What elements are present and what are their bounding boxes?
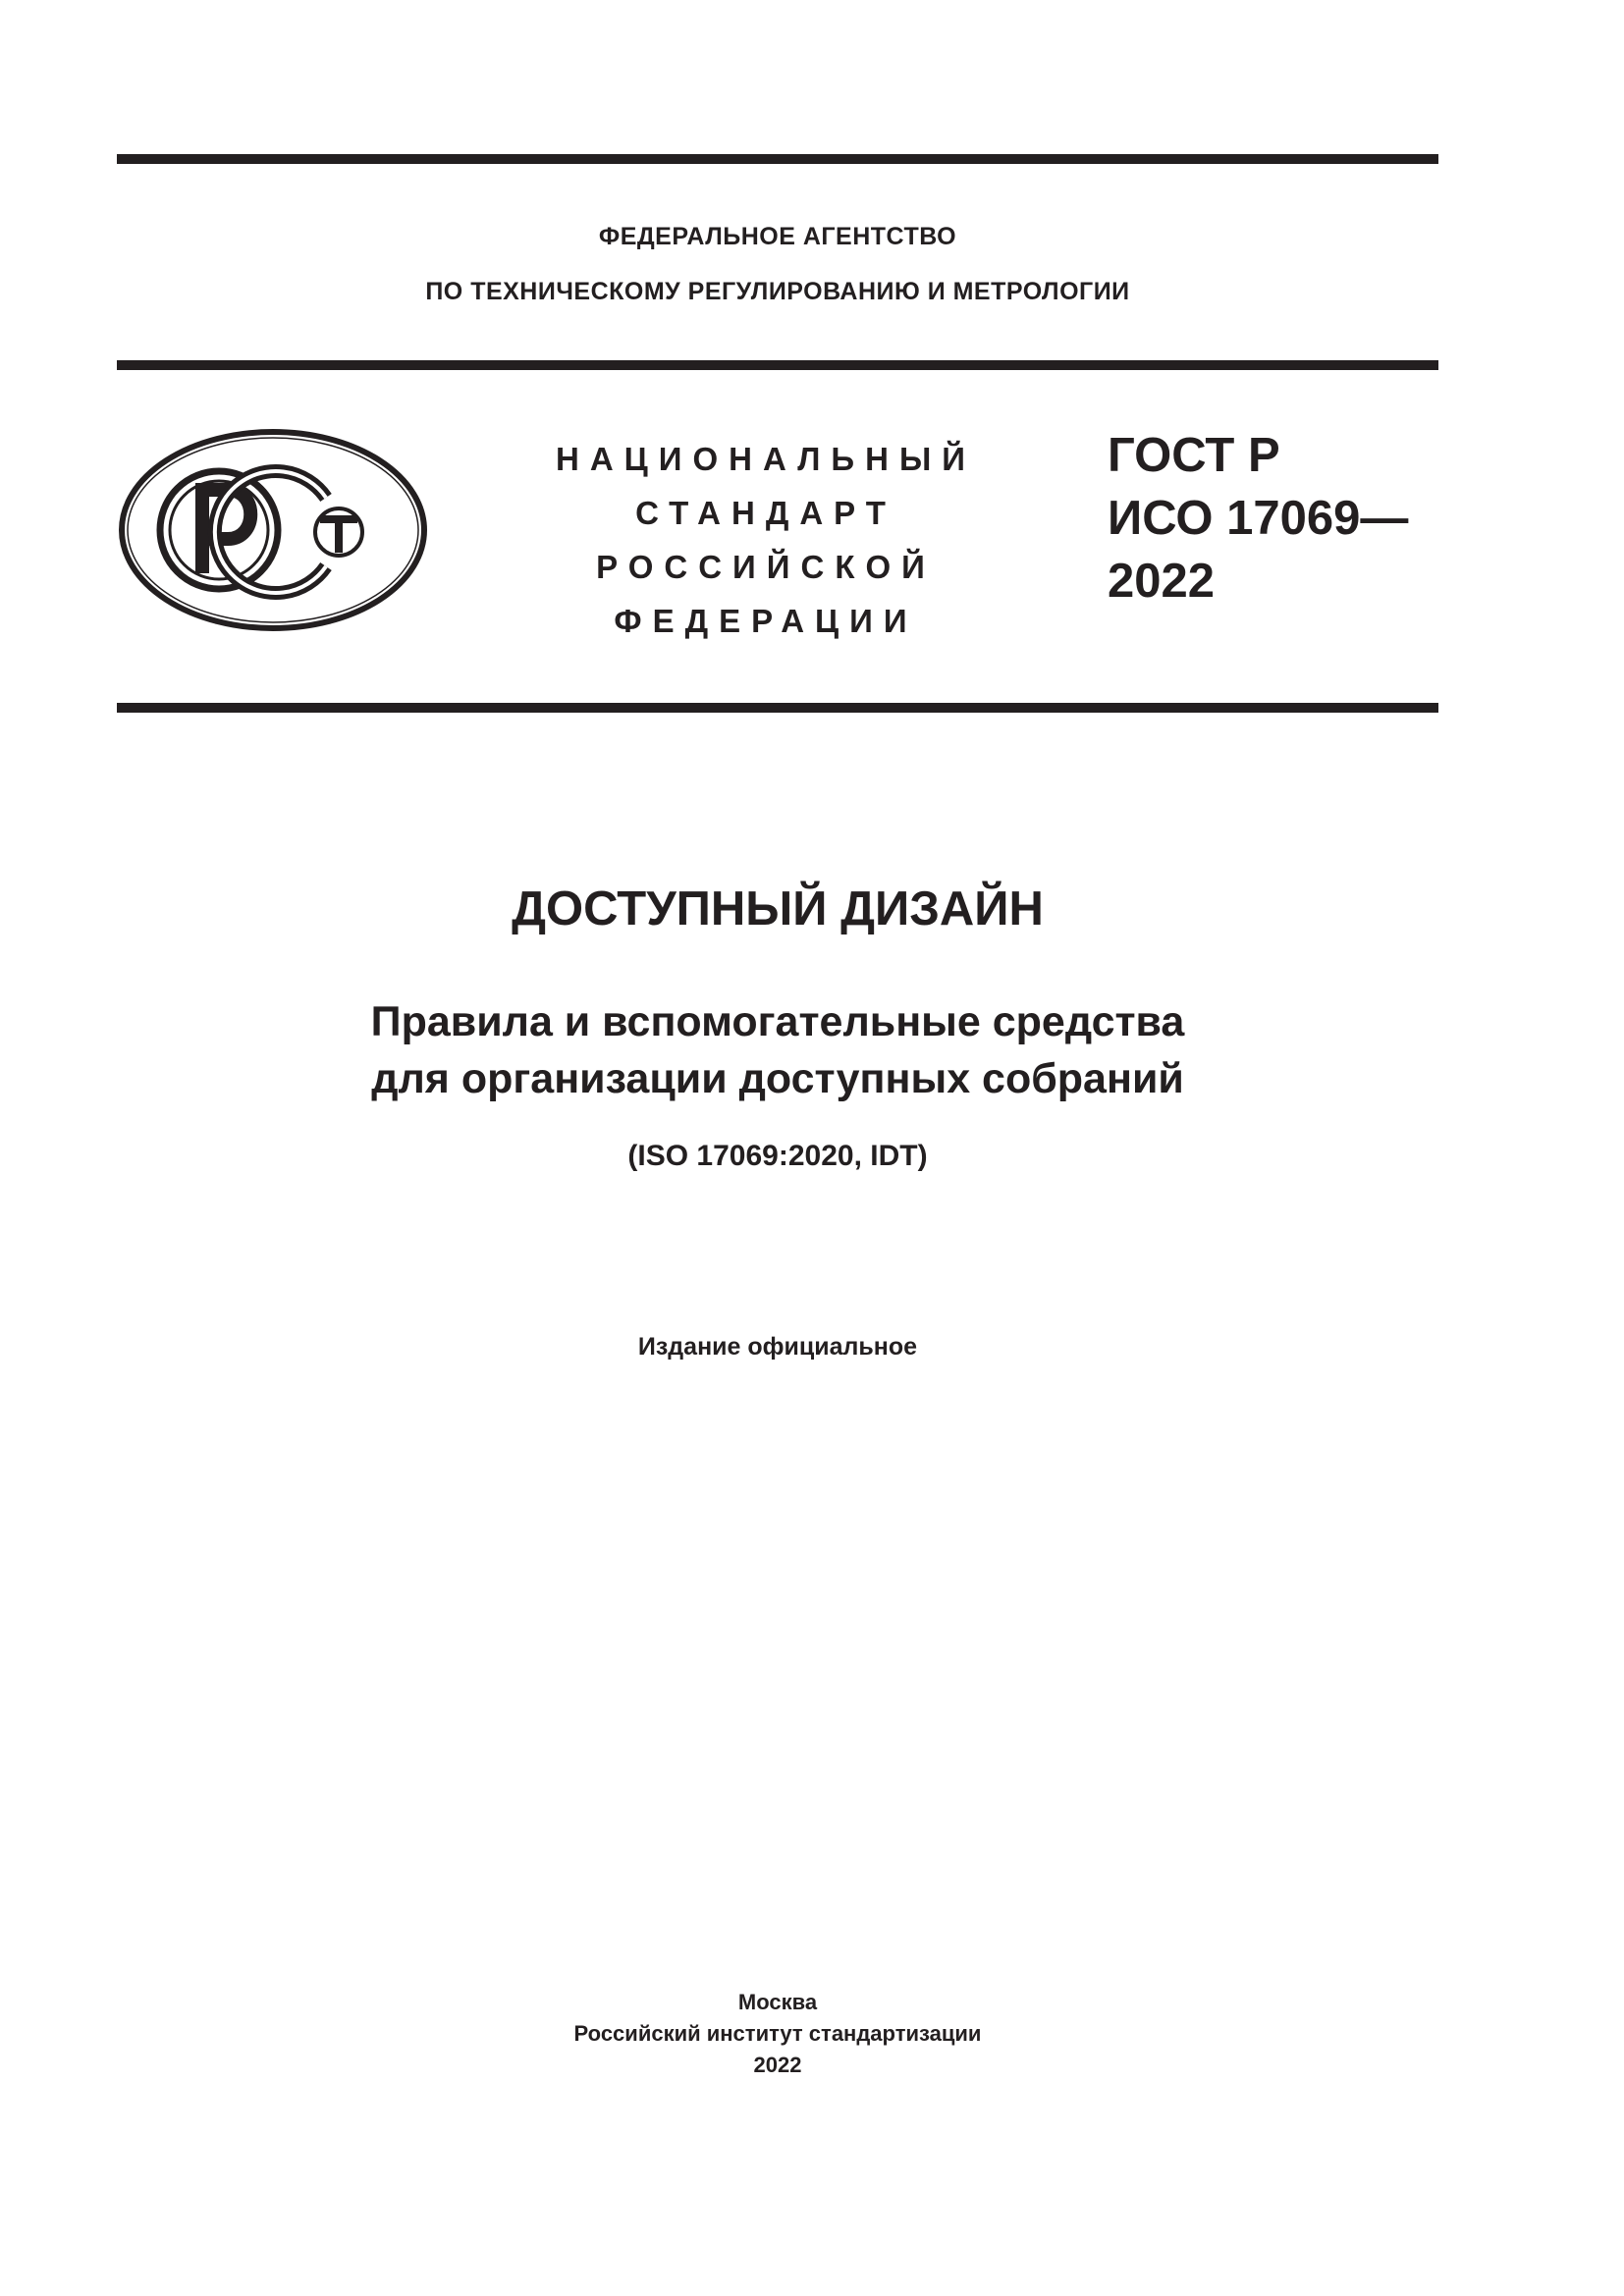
imprint-city: Москва — [737, 1990, 818, 2014]
subtitle-line2: для организации доступных собраний — [371, 1055, 1184, 1102]
standard-designation — [1108, 424, 1408, 613]
national-standard-label — [550, 432, 982, 648]
top-rule — [117, 154, 1438, 164]
national-standard-line4: ФЕДЕРАЦИИ — [614, 603, 918, 639]
agency-name-line1: ФЕДЕРАЛЬНОЕ АГЕНТСТВО — [598, 223, 957, 250]
imprint-publisher: Российский институт стандартизации — [573, 2021, 982, 2046]
national-standard-line3: РОССИЙСКОЙ — [596, 549, 936, 585]
national-standard-line1: НАЦИОНАЛЬНЫЙ — [556, 441, 976, 477]
masthead-bottom-rule — [117, 703, 1438, 713]
imprint — [0, 1987, 1555, 2081]
rst-certification-mark-icon — [118, 429, 428, 631]
header-rule — [117, 360, 1438, 370]
national-standard-line2: СТАНДАРТ — [635, 495, 896, 531]
designation-line2: ИСО 17069— — [1108, 492, 1409, 545]
imprint-year: 2022 — [753, 2053, 802, 2077]
document-subtitle — [0, 993, 1555, 1107]
document-title: ДОСТУПНЫЙ ДИЗАЙН — [512, 882, 1044, 935]
designation-line3: 2022 — [1108, 555, 1216, 608]
edition-label: Издание официальное — [637, 1333, 918, 1361]
designation-line1: ГОСТ Р — [1108, 429, 1280, 482]
agency-name-line2: ПО ТЕХНИЧЕСКОМУ РЕГУЛИРОВАНИЮ И МЕТРОЛОГИИ — [425, 278, 1130, 305]
iso-reference: (ISO 17069:2020, IDT) — [627, 1140, 928, 1172]
subtitle-line1: Правила и вспомогательные средства — [370, 998, 1185, 1045]
